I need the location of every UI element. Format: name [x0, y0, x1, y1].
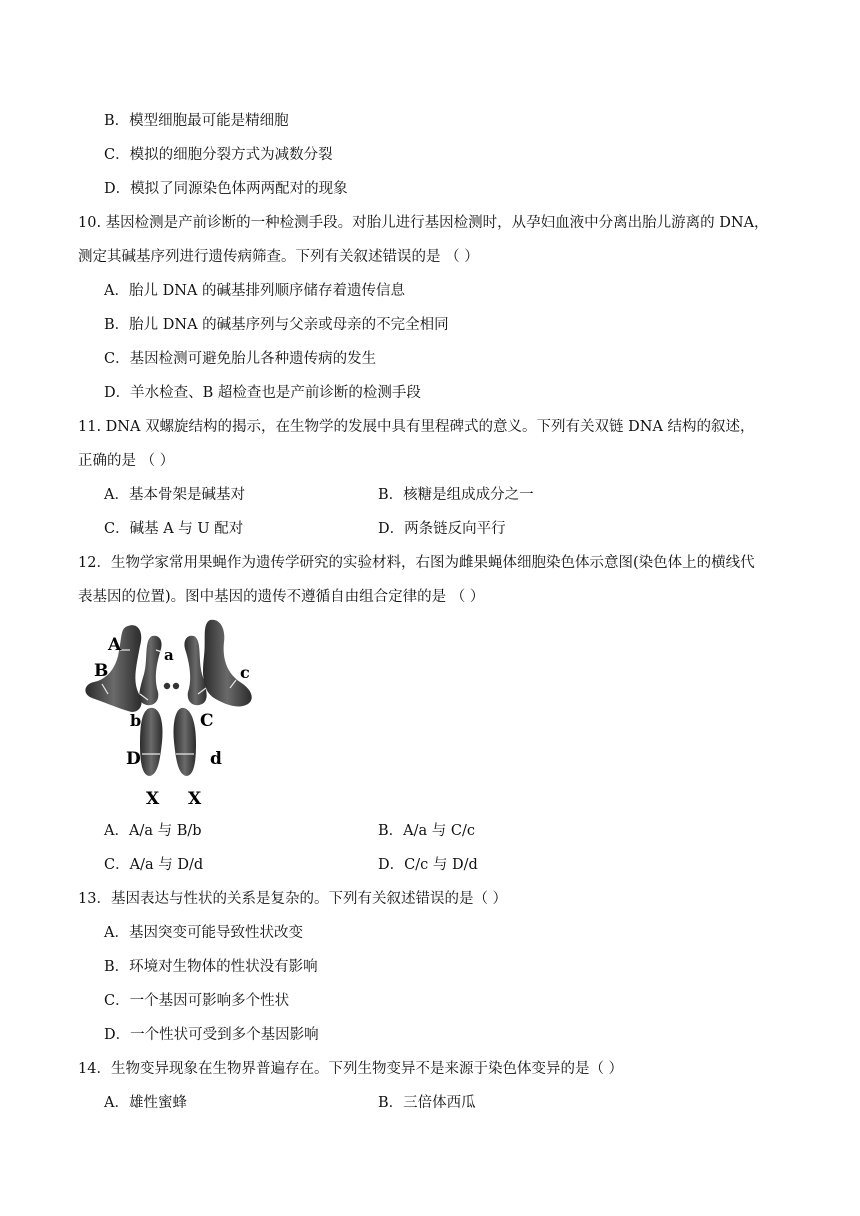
q9-option-b: B．模型细胞最可能是精细胞: [104, 113, 289, 129]
q12-stem-line2: 表基因的位置)。图中基因的遗传不遵循自由组合定律的是 （ ）: [78, 589, 485, 605]
q10-option-d: D．羊水检查、B 超检查也是产前诊断的检测手段: [104, 385, 421, 401]
q10-stem-line1: 10. 基因检测是产前诊断的一种检测手段。对胎儿进行基因检测时，从孕妇血液中分离出胎儿游离的 DNA，: [78, 215, 769, 231]
label-d: d: [210, 749, 222, 769]
q12-option-d: D．C/c 与 D/d: [378, 857, 478, 873]
q13-option-a: A．基因突变可能导致性状改变: [104, 925, 303, 941]
x-chromosome-right: [173, 708, 196, 776]
label-A: A: [108, 635, 122, 655]
label-C: C: [200, 711, 214, 731]
chromosome-left-inner: [139, 636, 161, 706]
q13-stem: 13．基因表达与性状的关系是复杂的。下列有关叙述错误的是（ ）: [78, 891, 508, 907]
q13-option-b: B．环境对生物体的性状没有影响: [104, 959, 318, 975]
q14-option-a: A．雄性蜜蜂: [104, 1095, 187, 1111]
q13-option-c: C．一个基因可影响多个性状: [104, 993, 290, 1009]
q10-stem-line2: 测定其碱基序列进行遗传病筛查。下列有关叙述错误的是 （ ）: [78, 249, 479, 265]
q11-option-d: D．两条链反向平行: [378, 521, 506, 537]
chromosome-diagram: [78, 612, 268, 812]
q12-stem-line1: 12．生物学家常用果蝇作为遗传学研究的实验材料，右图为雌果蝇体细胞染色体示意图(染色体上的横线代: [78, 555, 755, 571]
dot-chromosome-2: [173, 683, 179, 689]
q14-stem: 14．生物变异现象在生物界普遍存在。下列生物变异不是来源于染色体变异的是（ ）: [78, 1061, 624, 1077]
q10-option-b: B．胎儿 DNA 的碱基序列与父亲或母亲的不完全相同: [104, 317, 449, 333]
label-B: B: [94, 661, 109, 681]
q12-option-c: C．A/a 与 D/d: [104, 857, 204, 873]
q11-option-b: B．核糖是组成成分之一: [378, 487, 534, 503]
q13-option-d: D．一个性状可受到多个基因影响: [104, 1027, 319, 1043]
label-a: a: [164, 646, 174, 664]
dot-chromosome-1: [164, 683, 170, 689]
q11-option-a: A．基本骨架是碱基对: [104, 487, 245, 503]
q9-option-c: C．模拟的细胞分裂方式为减数分裂: [104, 147, 333, 163]
q11-stem-line1: 11. DNA 双螺旋结构的揭示，在生物学的发展中具有里程碑式的意义。下列有关双链 DNA 结构的叙述，: [78, 419, 755, 435]
label-c: c: [240, 663, 250, 682]
q11-stem-line2: 正确的是 （ ）: [78, 453, 175, 469]
label-X-right: X: [188, 789, 202, 809]
x-chromosome-left: [140, 708, 163, 776]
label-b: b: [130, 711, 142, 730]
q14-option-b: B．三倍体西瓜: [378, 1095, 476, 1111]
label-X-left: X: [146, 789, 160, 809]
q10-option-a: A．胎儿 DNA 的碱基排列顺序储存着遗传信息: [104, 283, 405, 299]
q10-option-c: C．基因检测可避免胎儿各种遗传病的发生: [104, 351, 377, 367]
q9-option-d: D．模拟了同源染色体两两配对的现象: [104, 181, 348, 197]
q12-option-b: B．A/a 与 C/c: [378, 823, 475, 839]
q11-option-c: C．碱基 A 与 U 配对: [104, 521, 244, 537]
label-D: D: [126, 749, 141, 769]
q12-option-a: A．A/a 与 B/b: [104, 823, 202, 839]
